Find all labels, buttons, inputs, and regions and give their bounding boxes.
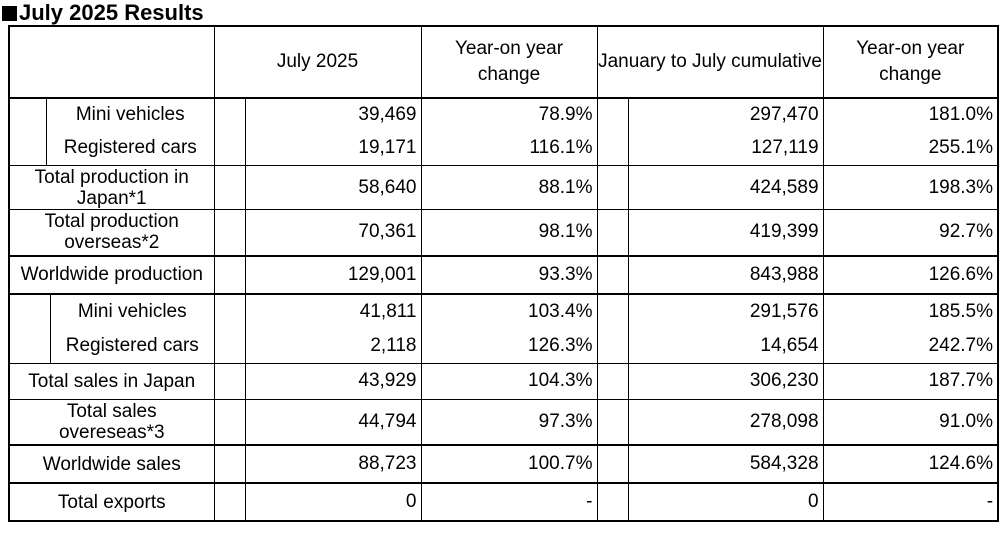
cell-month: 39,469 [245,98,421,131]
cell-yoy-month: 104.3% [421,363,597,399]
square-bullet-icon [2,6,17,21]
cell-month: 2,118 [245,329,421,364]
cell-cumulative: 278,098 [628,399,823,445]
row-label: Total exports [9,483,214,521]
cell-month: 58,640 [245,166,421,210]
cell-cumulative: 14,654 [628,329,823,364]
row-label: Worldwide production [9,256,214,294]
cell-month: 0 [245,483,421,521]
cell-yoy-cumulative: 126.6% [823,256,998,294]
cell-cumulative: 584,328 [628,445,823,483]
cell-yoy-cumulative: 185.5% [823,294,998,329]
row-label: Registered cars [50,329,214,363]
row-label: Total production overseas*2 [9,210,214,256]
cell-yoy-month: - [421,483,597,521]
cell-yoy-month: 88.1% [421,166,597,210]
table-row [9,166,998,210]
table-row [9,294,998,329]
cell-yoy-month: 78.9% [421,98,597,131]
page-title: July 2025 Results [2,0,204,25]
cell-month: 129,001 [245,256,421,294]
table-row [9,210,998,256]
cell-yoy-cumulative: 198.3% [823,166,998,210]
row-label: Total production in Japan*1 [9,166,214,210]
cell-yoy-cumulative: 91.0% [823,399,998,445]
cell-yoy-month: 97.3% [421,399,597,445]
cell-yoy-cumulative: 181.0% [823,98,998,131]
row-label: Total sales in Japan [9,363,214,399]
header-yoy-cumulative: Year-on year change [823,26,998,98]
cell-cumulative: 424,589 [628,166,823,210]
table-row [9,131,998,166]
table-row [9,445,998,483]
cell-month: 70,361 [245,210,421,256]
cell-month: 19,171 [245,131,421,166]
cell-month: 88,723 [245,445,421,483]
cell-yoy-cumulative: 92.7% [823,210,998,256]
cell-yoy-cumulative: 242.7% [823,329,998,364]
cell-yoy-month: 93.3% [421,256,597,294]
row-label: Mini vehicles [46,99,214,131]
table-row [9,483,998,521]
header-blank [9,26,214,98]
cell-yoy-month: 98.1% [421,210,597,256]
row-label: Registered cars [46,131,214,165]
cell-yoy-month: 116.1% [421,131,597,166]
table-row [9,399,998,445]
row-label: Total sales overeseas*3 [9,399,214,445]
header-cumulative: January to July cumulative [597,26,823,98]
table-header-row [9,26,998,98]
table-row [9,329,998,364]
header-yoy-month: Year-on year change [421,26,597,98]
cell-month: 44,794 [245,399,421,445]
table-row [9,256,998,294]
table-row [9,98,998,131]
row-label: Mini vehicles [50,295,214,329]
cell-cumulative: 127,119 [628,131,823,166]
cell-yoy-cumulative: 187.7% [823,363,998,399]
results-table [8,25,999,522]
cell-month: 43,929 [245,363,421,399]
cell-cumulative: 306,230 [628,363,823,399]
cell-cumulative: 419,399 [628,210,823,256]
cell-cumulative: 843,988 [628,256,823,294]
header-july-2025: July 2025 [214,26,421,98]
cell-yoy-cumulative: 255.1% [823,131,998,166]
cell-yoy-cumulative: - [823,483,998,521]
cell-cumulative: 297,470 [628,98,823,131]
cell-month: 41,811 [245,294,421,329]
cell-yoy-month: 103.4% [421,294,597,329]
cell-cumulative: 0 [628,483,823,521]
cell-yoy-month: 100.7% [421,445,597,483]
row-label: Worldwide sales [9,445,214,483]
cell-cumulative: 291,576 [628,294,823,329]
cell-yoy-month: 126.3% [421,329,597,364]
cell-yoy-cumulative: 124.6% [823,445,998,483]
table-row [9,363,998,399]
